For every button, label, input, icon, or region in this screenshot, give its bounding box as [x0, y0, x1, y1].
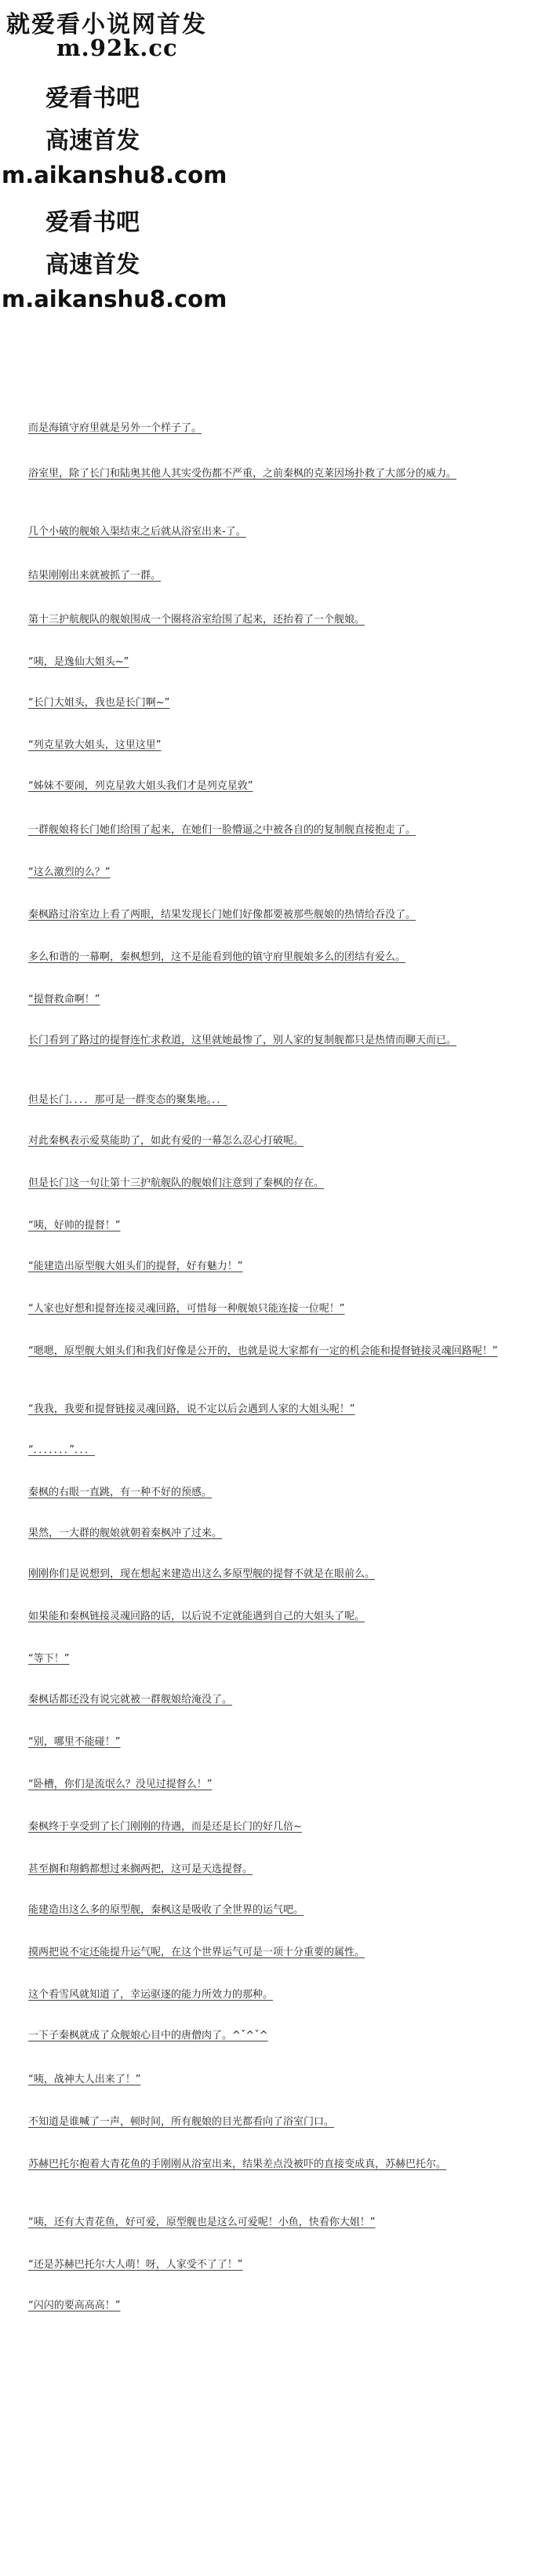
- paragraph: [24, 2114, 533, 2131]
- paragraph: [24, 1734, 533, 1751]
- paragraph-text: 结果刚刚出来就被抓了一群。: [28, 570, 162, 582]
- paragraph-text: “别，哪里不能碰！”: [28, 1736, 121, 1748]
- paragraph: [24, 949, 533, 966]
- paragraph: [24, 1175, 533, 1192]
- paragraph: [24, 2071, 533, 2089]
- paragraph: [24, 1902, 533, 1919]
- promo-url[interactable]: m.aikanshu8.com: [2, 286, 227, 312]
- paragraph-text: “咦，还有大青花鱼，好可爱，原型舰也是这么可爱呢！小鱼，快看你大姐！”: [28, 2217, 376, 2228]
- paragraph-text: 甚至搁和翔鹤都想过来搁两把，这可是天选提督。: [28, 1863, 253, 1875]
- paragraph: [24, 1776, 533, 1793]
- paragraph-text: 多么和谐的一幕啊，秦枫想到，这不是能看到他的镇守府里舰娘多么的团结有爱么。: [28, 951, 406, 963]
- paragraph: [24, 611, 533, 629]
- promo-line-1: 爱看书吧: [45, 209, 140, 236]
- paragraph: [24, 822, 533, 839]
- paragraph: [24, 1258, 533, 1275]
- paragraph: [24, 1566, 533, 1583]
- paragraph-text: “长门大姐头，我也是长门啊~”: [28, 697, 170, 709]
- paragraph: [24, 1944, 533, 1961]
- paragraph: [24, 778, 533, 795]
- paragraph-text: 但是长门．．．．那可是一群变态的聚集地。．．: [28, 1094, 227, 1106]
- paragraph: [24, 1217, 533, 1235]
- paragraph: [24, 1608, 533, 1626]
- paragraph: [24, 654, 533, 671]
- paragraph: [24, 524, 533, 541]
- paragraph: [24, 1861, 533, 1878]
- paragraph: [24, 1133, 533, 1150]
- paragraph: [24, 2214, 533, 2231]
- paragraph-text: “人家也好想和提督连接灵魂回路，可惜每一种舰娘只能连接一位呢！”: [28, 1303, 345, 1315]
- promo-line-1: 爱看书吧: [45, 85, 140, 112]
- paragraph: [24, 1401, 533, 1418]
- paragraph-text: “卧槽，你们是流氓么？没见过提督么！”: [28, 1779, 213, 1790]
- paragraph-text: 摸两把说不定还能提升运气呢，在这个世界运气可是一项十分重要的属性。: [28, 1947, 365, 1958]
- paragraph: [24, 2027, 533, 2045]
- paragraph-text: 一群舰娘将长门她们给围了起来，在她们一脸懵逼之中被各自的的复制舰直接抱走了。: [28, 824, 416, 836]
- paragraph-text: 秦枫终于享受到了长门刚刚的待遇，而是还是长门的好几倍~: [28, 1821, 302, 1833]
- paragraph-text: “姊妹不要闹，列克星敦大姐头我们才是列克星敦”: [28, 780, 253, 792]
- paragraph: [24, 1484, 533, 1501]
- paragraph-text: “咦，好帅的提督！”: [28, 1220, 121, 1231]
- paragraph-text: “提督救命啊！”: [28, 994, 100, 1005]
- site-title: 就爱看小说网首发: [6, 11, 207, 38]
- paragraph-text: 秦枫话都还没有说完就被一群舰娘给淹没了。: [28, 1694, 233, 1706]
- paragraph-text: 第十三护航舰队的舰娘围成一个圈将浴室给围了起来，还抬着了一个舰娘。: [28, 614, 365, 626]
- site-url[interactable]: m.92k.cc: [56, 35, 178, 61]
- paragraph-text: 刚刚你们是说想到，现在想起来建造出这么多原型舰的提督不就是在眼前么。: [28, 1568, 376, 1580]
- paragraph-text: 苏赫巴托尔抱着大青花鱼的手刚刚从浴室出来，结果差点没被吓的直接变成真，苏赫巴托尔。: [28, 2158, 447, 2170]
- paragraph-text: “咦，战神大人出来了！”: [28, 2074, 141, 2085]
- paragraph-text: 浴室里，除了长门和陆奥其他人其实受伤都不严重，之前秦枫的克莱因场扑救了大部分的威力。: [28, 468, 457, 480]
- paragraph-text: 秦枫的右眼一直跳，有一种不好的预感。: [28, 1487, 213, 1498]
- paragraph-text: “闪闪的要高高高！”: [28, 2300, 121, 2311]
- paragraph-text: 这个看雪风就知道了，幸运驱逐的能力所效力的那种。: [28, 1989, 274, 2001]
- paragraph: [24, 1032, 533, 1049]
- paragraph-text: “等下！”: [28, 1653, 70, 1665]
- paragraph: [24, 1343, 533, 1360]
- paragraph: [24, 1819, 533, 1836]
- paragraph: [24, 2297, 533, 2315]
- paragraph: [24, 465, 533, 483]
- paragraph: [24, 907, 533, 924]
- paragraph-text: 如果能和秦枫链接灵魂回路的话，以后说不定就能遇到自己的大姐头了呢。: [28, 1611, 365, 1622]
- promo-line-2: 高速首发: [45, 251, 140, 279]
- paragraph-text: “能建造出原型舰大姐头们的提督，好有魅力！”: [28, 1261, 243, 1272]
- promo-line-2: 高速首发: [45, 127, 140, 155]
- paragraph-text: “．．．．．．．”．．．: [28, 1444, 95, 1456]
- paragraph: [24, 1301, 533, 1318]
- paragraph-text: “列克星敦大姐头，这里这里”: [28, 739, 162, 751]
- paragraph-text: 长门看到了路过的提督连忙求救道，这里就她最惨了，别人家的复制舰都只是热情而聊天而已。: [28, 1034, 457, 1046]
- paragraph: [24, 1987, 533, 2004]
- paragraph: [24, 1092, 533, 1109]
- paragraph: [24, 864, 533, 881]
- paragraph-text: 秦枫路过浴室边上看了两眼，结果发现长门她们好像都要被那些舰娘的热情给吞没了。: [28, 909, 416, 921]
- paragraph-text: 不知道是谁喊了一声，顿时间，所有舰娘的目光都看向了浴室门口。: [28, 2116, 335, 2128]
- paragraph: [24, 1651, 533, 1668]
- paragraph-text: 能建造出这么多的原型舰，秦枫这是吸收了全世界的运气吧。: [28, 1904, 304, 1916]
- paragraph: [24, 2156, 533, 2173]
- paragraph: [24, 1525, 533, 1542]
- paragraph: [24, 991, 533, 1009]
- paragraph-text: “这么激烈的么？”: [28, 867, 111, 878]
- promo-url[interactable]: m.aikanshu8.com: [2, 162, 227, 188]
- paragraph-text: 几个小破的舰娘入渠结束之后就从浴室出来-了。: [28, 526, 246, 538]
- paragraph-text: 但是长门这一句让第十三护航舰队的舰娘们注意到了秦枫的存在。: [28, 1177, 325, 1189]
- paragraph: [24, 1691, 533, 1709]
- paragraph-text: 对此秦枫表示爱莫能助了，如此有爱的一幕怎么忍心打破呢。: [28, 1135, 304, 1147]
- paragraph-text: 而是海镇守府里就是另外一个样子了。: [28, 422, 202, 434]
- paragraph: [24, 737, 533, 754]
- paragraph: [24, 2257, 533, 2274]
- paragraph: [24, 1442, 533, 1459]
- paragraph-text: 一下子秦枫就成了众舰娘心目中的唐僧肉了。^ˇ^ˇ^: [28, 2030, 268, 2041]
- paragraph-text: “咦，是逸仙大姐头~”: [28, 656, 129, 668]
- paragraph-text: “还是苏赫巴托尔大人萌！呀，人家受不了了！”: [28, 2259, 243, 2271]
- paragraph: [24, 695, 533, 712]
- paragraph-text: 果然，一大群的舰娘就朝着秦枫冲了过来。: [28, 1527, 223, 1539]
- paragraph-text: “嗯嗯，原型舰大姐头们和我们好像是公开的，也就是说大家都有一定的机会能和提督链接灵魂回路呢！”: [28, 1345, 498, 1357]
- paragraph: [24, 567, 533, 585]
- paragraph: [24, 420, 533, 437]
- paragraph-text: “我我，我要和提督链接灵魂回路，说不定以后会遇到人家的大姐头呢！”: [28, 1403, 355, 1415]
